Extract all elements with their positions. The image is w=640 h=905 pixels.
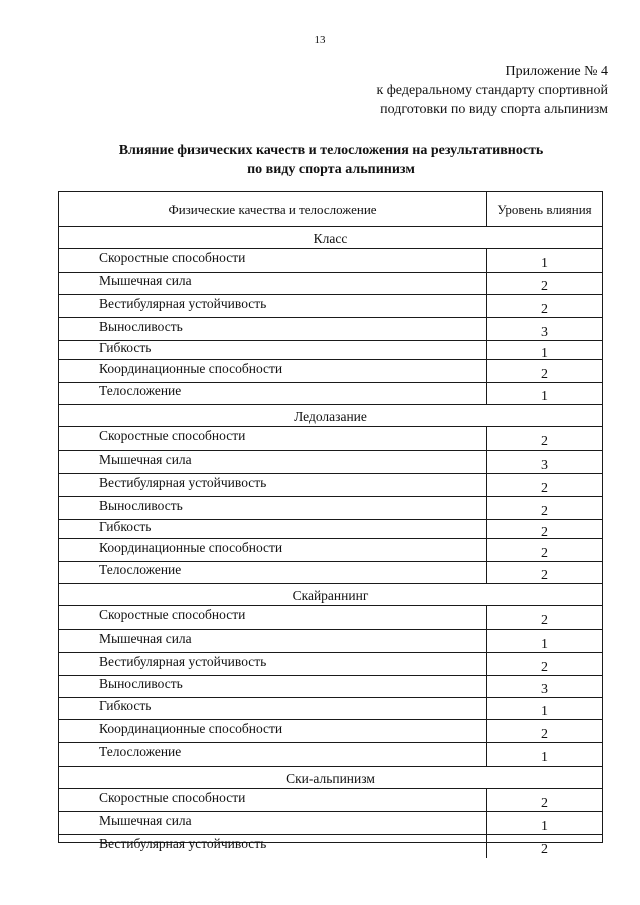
table-row bbox=[59, 273, 602, 295]
quality-cell: Мышечная сила bbox=[99, 273, 192, 288]
table-row bbox=[59, 812, 602, 835]
level-cell: 3 bbox=[486, 451, 602, 473]
appendix-block bbox=[376, 62, 608, 119]
table-row bbox=[59, 249, 602, 273]
quality-cell: Вестибулярная устойчивость bbox=[99, 296, 267, 311]
quality-cell: Скоростные способности bbox=[99, 607, 246, 622]
quality-cell: Координационные способности bbox=[99, 361, 283, 376]
level-cell: 1 bbox=[486, 812, 602, 834]
quality-cell: Выносливость bbox=[99, 498, 183, 513]
level-cell: 2 bbox=[486, 427, 602, 450]
quality-cell: Гибкость bbox=[99, 698, 152, 713]
level-cell: 3 bbox=[486, 318, 602, 340]
table-row bbox=[59, 743, 602, 767]
table-header bbox=[59, 192, 602, 227]
level-cell: 2 bbox=[486, 653, 602, 675]
table-row bbox=[59, 720, 602, 743]
level-cell: 1 bbox=[486, 383, 602, 404]
level-cell: 2 bbox=[486, 273, 602, 294]
table-row bbox=[59, 318, 602, 341]
table-row bbox=[59, 427, 602, 451]
level-cell: 2 bbox=[486, 520, 602, 538]
document-title bbox=[0, 141, 640, 179]
quality-cell: Телосложение bbox=[99, 562, 182, 577]
table-row bbox=[59, 676, 602, 698]
appendix-line-3: подготовки по виду спорта альпинизм bbox=[380, 102, 608, 117]
header-quality: Физические качества и телосложение bbox=[168, 202, 377, 217]
quality-cell: Гибкость bbox=[99, 519, 152, 534]
quality-cell: Мышечная сила bbox=[99, 631, 192, 646]
quality-cell: Мышечная сила bbox=[99, 452, 192, 467]
table-row bbox=[59, 474, 602, 497]
page-number: 13 bbox=[314, 34, 326, 46]
table-row bbox=[59, 295, 602, 318]
quality-cell: Мышечная сила bbox=[99, 813, 192, 828]
document-title-line-1: Влияние физических качеств и телосложения на результативность bbox=[118, 143, 544, 158]
level-cell: 2 bbox=[486, 562, 602, 583]
quality-cell: Скоростные способности bbox=[99, 428, 246, 443]
table-row bbox=[59, 341, 602, 360]
quality-cell: Гибкость bbox=[99, 340, 152, 355]
appendix-line-1: Приложение № 4 bbox=[505, 64, 608, 79]
section-row: Класс bbox=[59, 227, 602, 249]
quality-cell: Координационные способности bbox=[99, 721, 283, 736]
section-row: Скайраннинг bbox=[59, 584, 602, 606]
level-cell: 2 bbox=[486, 360, 602, 382]
level-cell: 2 bbox=[486, 474, 602, 496]
table-row bbox=[59, 835, 602, 858]
level-cell: 2 bbox=[486, 835, 602, 858]
table-row bbox=[59, 630, 602, 653]
influence-table bbox=[58, 191, 603, 857]
section-row: Ски-альпинизм bbox=[59, 767, 602, 789]
quality-cell: Вестибулярная устойчивость bbox=[99, 654, 267, 669]
table-row bbox=[59, 383, 602, 405]
quality-cell: Скоростные способности bbox=[99, 790, 246, 805]
quality-cell: Телосложение bbox=[99, 744, 182, 759]
quality-cell: Выносливость bbox=[99, 319, 183, 334]
table-row bbox=[59, 520, 602, 539]
table-row bbox=[59, 698, 602, 720]
document-title-line-2: по виду спорта альпинизм bbox=[247, 162, 415, 177]
level-cell: 2 bbox=[486, 720, 602, 742]
quality-cell: Телосложение bbox=[99, 383, 182, 398]
level-cell: 2 bbox=[486, 295, 602, 317]
table-row bbox=[59, 539, 602, 562]
table-row bbox=[59, 497, 602, 520]
quality-cell: Выносливость bbox=[99, 676, 183, 691]
table-row bbox=[59, 653, 602, 676]
level-cell: 1 bbox=[486, 743, 602, 766]
level-cell: 2 bbox=[486, 789, 602, 811]
level-cell: 1 bbox=[486, 698, 602, 719]
table-row bbox=[59, 451, 602, 474]
quality-cell: Координационные способности bbox=[99, 540, 283, 555]
quality-cell: Вестибулярная устойчивость bbox=[99, 475, 267, 490]
level-cell: 3 bbox=[486, 676, 602, 697]
level-cell: 2 bbox=[486, 539, 602, 561]
table-row bbox=[59, 789, 602, 812]
table-row bbox=[59, 360, 602, 383]
level-cell: 2 bbox=[486, 606, 602, 629]
quality-cell: Скоростные способности bbox=[99, 250, 246, 265]
header-level: Уровень влияния bbox=[486, 192, 602, 226]
section-row: Ледолазание bbox=[59, 405, 602, 427]
appendix-line-2: к федеральному стандарту спортивной bbox=[376, 83, 608, 98]
level-cell: 1 bbox=[486, 630, 602, 652]
level-cell: 2 bbox=[486, 497, 602, 519]
table-row bbox=[59, 606, 602, 630]
quality-cell: Вестибулярная устойчивость bbox=[99, 836, 267, 851]
level-cell: 1 bbox=[486, 341, 602, 359]
table-row bbox=[59, 562, 602, 584]
level-cell: 1 bbox=[486, 249, 602, 272]
